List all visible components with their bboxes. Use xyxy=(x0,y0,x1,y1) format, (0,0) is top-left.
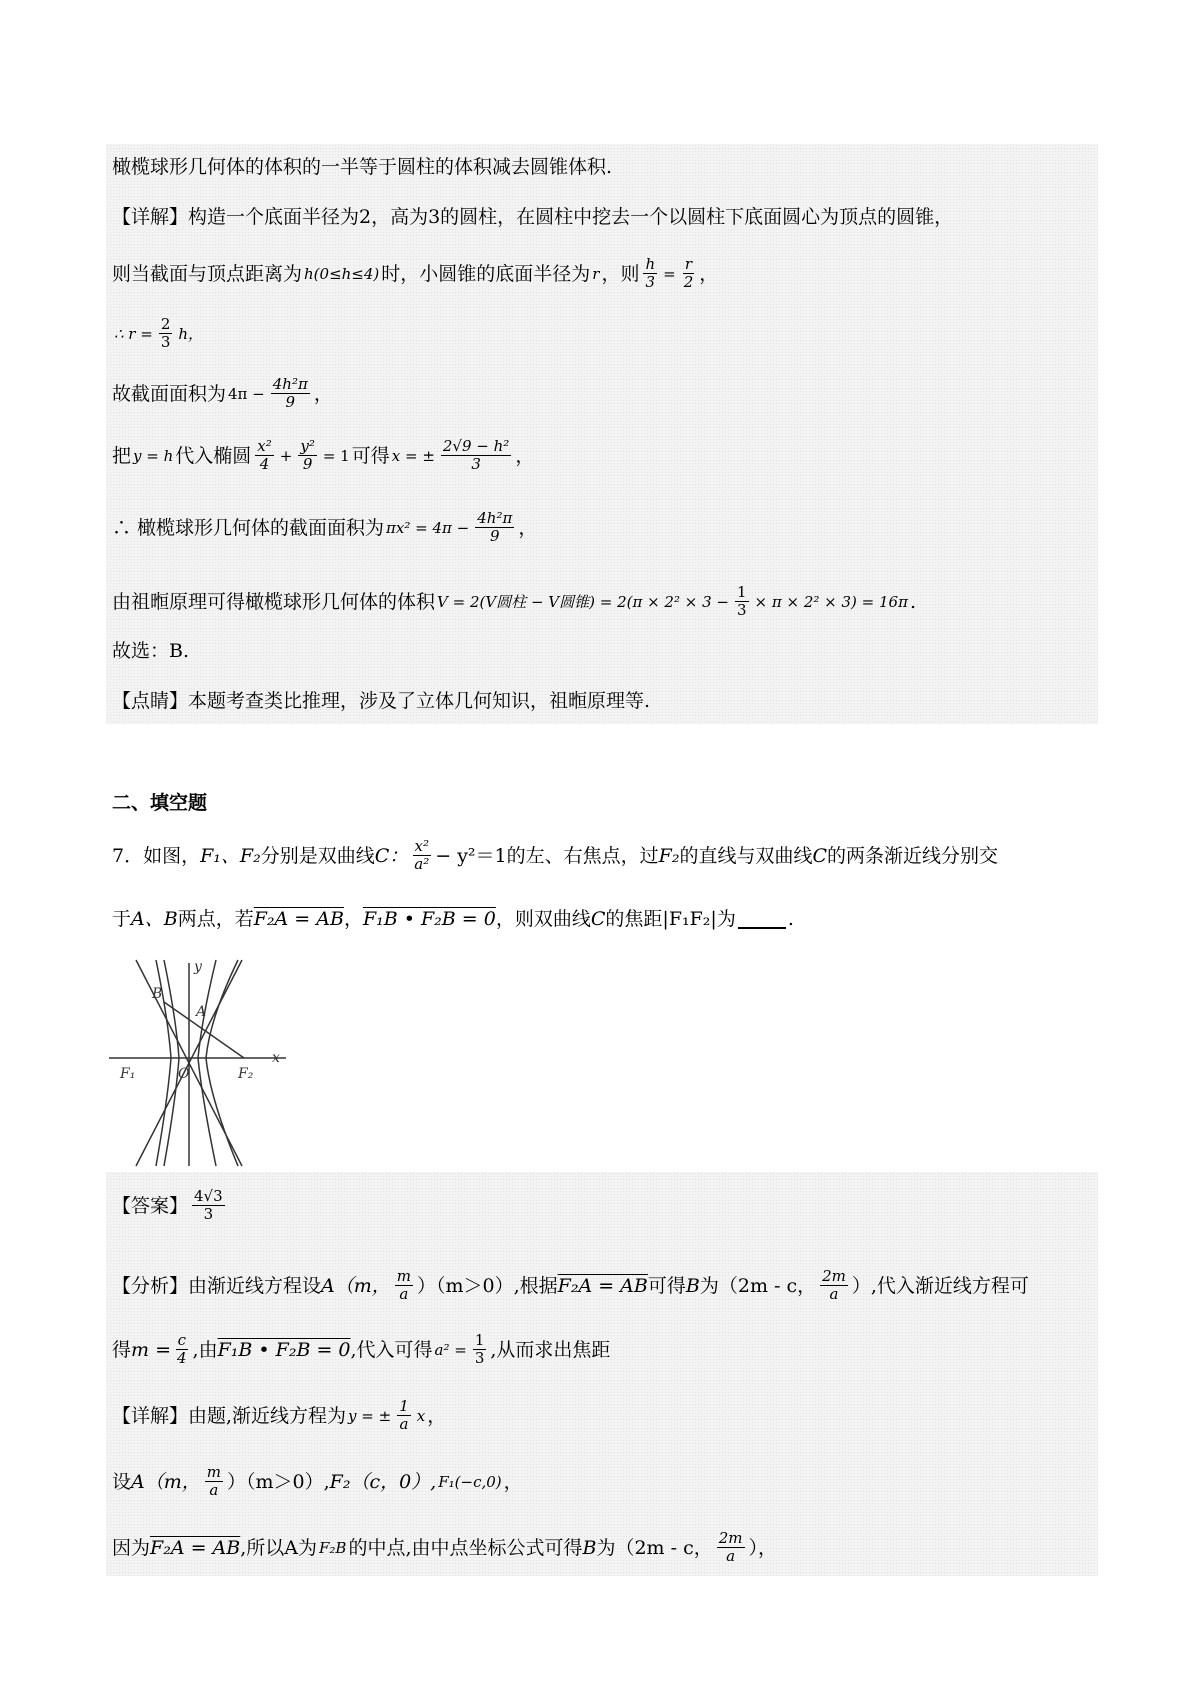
detail-line xyxy=(112,204,953,230)
math: F₂（c，0）, xyxy=(329,1470,437,1493)
vector-equation: F₂A = AB xyxy=(557,1274,648,1297)
text: 两点，若 xyxy=(177,908,254,930)
math: A（m， xyxy=(131,1470,201,1493)
answer-line xyxy=(112,1188,229,1223)
label-O: O xyxy=(178,1066,190,1082)
text: 故选：B. xyxy=(112,640,190,662)
math: A、B xyxy=(131,908,178,930)
fraction: $\frac{\text{y²}}{9}$ xyxy=(300,437,315,473)
text: 为（2m - c， xyxy=(596,1536,713,1559)
text: 的直线与双曲线 xyxy=(679,844,813,867)
text: 故截面面积为 xyxy=(112,382,227,405)
text: 由祖暅原理可得橄榄球形几何体的体积 xyxy=(112,590,436,613)
note-line xyxy=(112,688,650,714)
text: 的左、右焦点，过 xyxy=(506,844,659,867)
fraction: $\frac{\text{4h²π}}{9}$ xyxy=(477,509,513,545)
text: 可得 xyxy=(647,1274,686,1297)
label-F1: F₁ xyxy=(120,1066,136,1082)
fraction: $\frac{h}{3}$ xyxy=(645,255,656,291)
math: B xyxy=(685,1274,700,1297)
vector-equation: F₁B • F₂B = 0 xyxy=(362,908,496,930)
detail-line xyxy=(112,1530,777,1565)
fraction: $\frac{c}{4}$ xyxy=(177,1331,187,1367)
math: C xyxy=(812,844,828,867)
math: 4π − xyxy=(228,384,265,403)
math: C： xyxy=(374,844,409,867)
text: 可得 xyxy=(351,444,390,467)
label-y: y xyxy=(194,959,202,975)
math: A（m， xyxy=(321,1274,391,1297)
text-line xyxy=(112,376,333,411)
text: ， xyxy=(503,1470,523,1493)
question-line-2 xyxy=(112,906,794,932)
hyperbola-right-branch-outer xyxy=(206,960,238,1166)
fraction: $\frac{1}{a}$ xyxy=(399,1397,409,1433)
text: ， xyxy=(515,444,535,467)
fraction: $\frac{r}{2}$ xyxy=(683,255,694,291)
text: ，则双曲线 xyxy=(495,908,591,930)
text: ）， xyxy=(748,1536,778,1559)
text: 7．如图， xyxy=(112,844,201,867)
label-x: x xyxy=(272,1050,280,1066)
fraction: $\frac{2m}{a}$ xyxy=(822,1267,846,1303)
text: 代入椭圆 xyxy=(175,444,252,467)
math: a² = xyxy=(434,1340,467,1359)
text: 【分析】由渐近线方程设 xyxy=(112,1274,322,1297)
text-line xyxy=(112,638,189,664)
math: F₂B xyxy=(319,1538,347,1557)
text: 【详解】构造一个底面半径为2，高为3的圆柱，在圆柱中挖去一个以圆柱下底面圆心为顶点的圆锥， xyxy=(112,206,954,228)
text: ， xyxy=(313,382,333,405)
math: h， xyxy=(178,324,204,343)
question-line-1 xyxy=(112,838,998,873)
math: × π × 2² × 3) = 16π xyxy=(754,592,908,611)
text: 【详解】由题,渐近线方程为 xyxy=(112,1404,347,1427)
math: y = h xyxy=(133,446,174,465)
math: F₂ xyxy=(658,844,680,867)
analysis-line xyxy=(112,1268,1029,1303)
text: 橄榄球形几何体的体积的一半等于圆柱的体积减去圆锥体积. xyxy=(112,156,613,178)
text: . xyxy=(909,590,916,613)
fraction: $\frac{\text{x²}}{\text{a²}}$ xyxy=(414,837,430,873)
text: ， xyxy=(427,1404,447,1427)
vector-equation: F₂A = AB xyxy=(253,908,344,930)
analysis-line xyxy=(112,1332,610,1367)
hyperbola-figure xyxy=(106,958,286,1170)
text: 设 xyxy=(112,1470,132,1493)
math: ∴ r = xyxy=(114,324,153,343)
text: ， xyxy=(343,908,363,930)
section-title xyxy=(112,790,207,816)
answer-fraction: $\frac{4√3}{3}$ xyxy=(194,1187,223,1223)
text: 为（2m - c， xyxy=(699,1274,817,1297)
text: ,所以A为 xyxy=(240,1536,317,1559)
text: 得 xyxy=(112,1338,132,1361)
text: 把 xyxy=(112,444,132,467)
fraction: $\frac{\text{4h²π}}{9}$ xyxy=(272,375,308,411)
text: ）（m＞0）,根据 xyxy=(417,1274,558,1297)
math: C xyxy=(590,908,606,930)
text-line xyxy=(112,438,534,473)
text: 的中点,由中点坐标公式可得 xyxy=(348,1536,583,1559)
text: 的两条渐近线分别交 xyxy=(827,844,999,867)
detail-line xyxy=(112,1398,446,1433)
text: ，则 xyxy=(601,262,640,285)
vector-equation: F₁B • F₂B = 0 xyxy=(217,1338,351,1361)
text: 【答案】 xyxy=(112,1194,189,1217)
fraction: $\frac{m}{a}$ xyxy=(396,1267,411,1303)
text: ∴ 橄榄球形几何体的截面面积为 xyxy=(112,516,385,539)
text: ）（m＞0）, xyxy=(227,1470,330,1493)
fraction: $\frac{2m}{a}$ xyxy=(718,1529,743,1565)
math: = 1 xyxy=(322,446,350,465)
math: x xyxy=(416,1406,426,1425)
text: 的焦距|F₁F₂|为 xyxy=(605,908,736,930)
text: 时，小圆锥的底面半径为 xyxy=(381,262,591,285)
text: ， xyxy=(699,262,719,285)
math: B xyxy=(582,1536,597,1559)
math-line xyxy=(112,316,205,351)
fraction: $\frac{2}{3}$ xyxy=(160,315,171,351)
text: ,从而求出焦距 xyxy=(490,1338,611,1361)
text: . xyxy=(787,908,794,930)
math: r xyxy=(592,264,600,283)
solution-block-2 xyxy=(106,1172,1098,1576)
math: + xyxy=(279,446,293,465)
text-line xyxy=(112,584,916,619)
fraction: $\frac{\text{2√9 − h²}}{3}$ xyxy=(442,437,510,473)
math: h(0≤h≤4) xyxy=(304,264,380,283)
text-line xyxy=(112,256,718,291)
math: F₁(−c,0) xyxy=(438,1472,502,1491)
math: y = ± xyxy=(348,1406,392,1425)
fraction: $\frac{1}{3}$ xyxy=(736,583,747,619)
answer-blank[interactable] xyxy=(738,909,786,929)
math: F₁、F₂ xyxy=(200,844,261,867)
math: − y²＝1 xyxy=(435,844,507,867)
math: m = xyxy=(131,1338,171,1361)
text: ,代入可得 xyxy=(350,1338,433,1361)
fraction: $\frac{1}{3}$ xyxy=(474,1331,485,1367)
hyperbola-left-branch xyxy=(164,960,179,1166)
text: 分别是双曲线 xyxy=(260,844,375,867)
text-line xyxy=(112,510,537,545)
math: = xyxy=(663,264,676,283)
label-A: A xyxy=(196,1004,207,1020)
text: ， xyxy=(518,516,538,539)
text: 【点睛】本题考查类比推理，涉及了立体几何知识，祖暅原理等. xyxy=(112,690,651,712)
label-B: B xyxy=(152,986,163,1002)
fraction: $\frac{\text{x²}}{4}$ xyxy=(257,437,272,473)
text: ）,代入渐近线方程可 xyxy=(851,1274,1029,1297)
label-F2: F₂ xyxy=(238,1066,254,1082)
text: 于 xyxy=(112,908,132,930)
solution-block-1 xyxy=(106,144,1098,724)
vector-equation: F₂A = AB xyxy=(150,1536,241,1559)
text: ,由 xyxy=(192,1338,218,1361)
math: x = ± xyxy=(391,446,435,465)
text: 则当截面与顶点距离为 xyxy=(112,262,303,285)
math: V = 2(V圆柱 − V圆锥) = 2(π × 2² × 3 − xyxy=(437,592,729,611)
text: 因为 xyxy=(112,1536,151,1559)
math: πx² = 4π − xyxy=(386,518,470,537)
text-line xyxy=(112,154,612,180)
fraction: $\frac{m}{a}$ xyxy=(206,1463,221,1499)
section-title-text: 二、填空题 xyxy=(112,792,208,814)
detail-line xyxy=(112,1464,523,1499)
